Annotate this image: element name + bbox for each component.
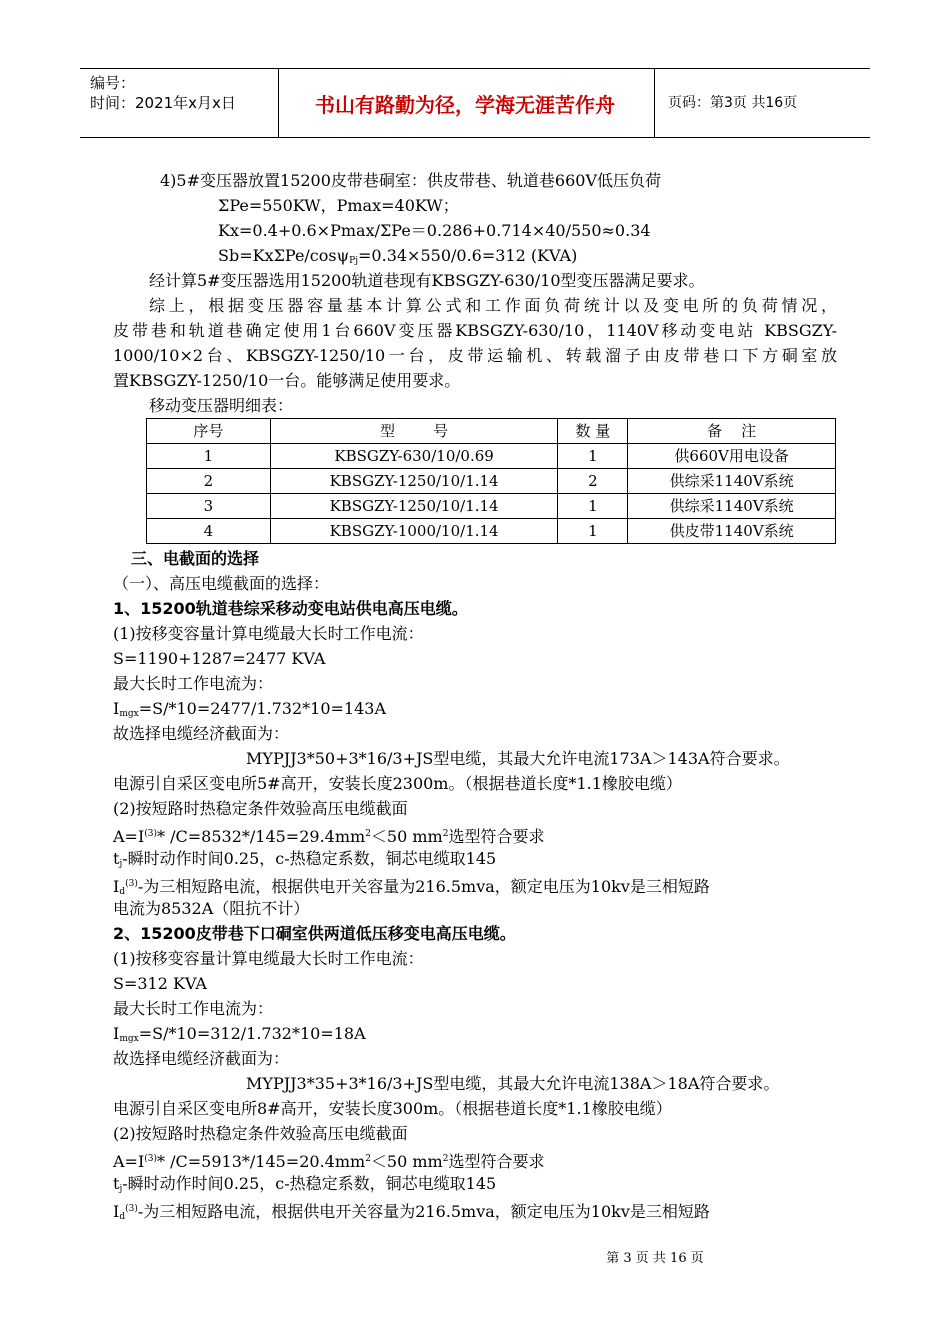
- cable1-title: 1、15200轨道巷综采移动变电站供电高压电缆。: [113, 599, 468, 618]
- formula-subscript: mgx: [119, 1034, 139, 1044]
- formula-part: A=I: [113, 1152, 145, 1171]
- t5-kx-formula: Kx=0.4+0.6×Pmax/ΣPe＝0.286+0.714×40/550≈0.34: [218, 221, 651, 240]
- t5-title: 4)5#变压器放置15200皮带巷硐室：供皮带巷、轨道巷660V低压负荷: [160, 171, 662, 190]
- formula-superscript: (3): [125, 879, 138, 889]
- cable2-step2: (2)按短路时热稳定条件效验高压电缆截面: [113, 1124, 408, 1143]
- formula-part: I: [113, 1202, 120, 1221]
- cell-model: KBSGZY-1250/10/1.14: [270, 494, 558, 519]
- cable1-s: S=1190+1287=2477 KVA: [113, 649, 326, 668]
- formula-part: A=I: [113, 827, 145, 846]
- cell-index: 1: [147, 444, 271, 469]
- summary-line: 综上，根据变压器容量基本计算公式和工作面负荷统计以及变电所的负荷情况，: [149, 296, 837, 315]
- cell-note: 供综采1140V系统: [628, 469, 836, 494]
- header-cell: 序号: [147, 419, 271, 444]
- cable1-step2: (2)按短路时热稳定条件效验高压电缆截面: [113, 799, 408, 818]
- header-cell: 数 量: [558, 419, 628, 444]
- formula-part: 选型符合要求: [448, 1152, 545, 1171]
- cable1-source: 电源引自采区变电所5#高开，安装长度2300m。（根据巷道长度*1.1橡胶电缆）: [113, 774, 682, 793]
- cable2-econ: 故选择电缆经济截面为：: [113, 1049, 290, 1068]
- doc-code-label: 编号：: [90, 74, 136, 92]
- formula-part: I: [113, 877, 120, 896]
- formula-superscript: (3): [144, 1154, 158, 1164]
- formula-subscript: d: [119, 887, 126, 897]
- formula-part: I: [113, 699, 120, 718]
- header-motto: 书山有路勤为径，学海无涯苦作舟: [315, 93, 615, 117]
- summary-line: 1000/10×2台、KBSGZY-1250/10一台，皮带运输机、转载溜子由皮带巷口下方硐室放: [113, 346, 837, 365]
- formula-part: I: [113, 1024, 120, 1043]
- formula-part: ＜50 mm: [370, 1152, 443, 1171]
- cable1-id-cont: 电流为8532A（阻抗不计）: [113, 899, 310, 918]
- sb-subscript: Pj: [349, 256, 359, 266]
- table-row: [147, 444, 836, 469]
- formula-subscript: j: [119, 859, 123, 869]
- cell-index: 2: [147, 469, 271, 494]
- cable2-source: 电源引自采区变电所8#高开，安装长度300m。（根据巷道长度*1.1橡胶电缆）: [113, 1099, 672, 1118]
- formula-subscript: mgx: [119, 709, 139, 719]
- table-row: [147, 519, 836, 544]
- table-row: [147, 494, 836, 519]
- cell-qty: 1: [558, 444, 628, 469]
- cable2-area-formula: [113, 1147, 544, 1174]
- header-divider: [654, 69, 655, 137]
- cell-model: KBSGZY-1000/10/1.14: [270, 519, 558, 544]
- formula-part: ＜50 mm: [370, 827, 443, 846]
- formula-part: -瞬时动作时间0.25，c-热稳定系数，铜芯电缆取145: [122, 1174, 497, 1193]
- formula-part: t: [113, 1174, 120, 1193]
- formula-part: =S/*10=312/1.732*10=18A: [138, 1024, 366, 1043]
- cable1-econ: 故选择电缆经济截面为：: [113, 724, 290, 743]
- formula-part: t: [113, 849, 120, 868]
- cell-index: 4: [147, 519, 271, 544]
- formula-part: =S/*10=2477/1.732*10=143A: [138, 699, 386, 718]
- header-cell: 备 注: [628, 419, 836, 444]
- summary-line: 置KBSGZY-1250/10一台。能够满足使用要求。: [113, 371, 461, 390]
- cable2-title: 2、15200皮带巷下口硐室供两道低压移变电高压电缆。: [113, 924, 516, 943]
- cable2-step1: (1)按移变容量计算电缆最大长时工作电流：: [113, 949, 424, 968]
- doc-date: 时间：2021年x月x日: [90, 94, 236, 112]
- subsection-title: （一）、高压电缆截面的选择：: [113, 574, 330, 593]
- formula-part: 选型符合要求: [448, 827, 545, 846]
- cell-model: KBSGZY-630/10/0.69: [270, 444, 558, 469]
- formula-part: -为三相短路电流，根据供电开关容量为216.5mva，额定电压为10kv是三相短路: [137, 1202, 710, 1221]
- cable2-model: MYPJJ3*35+3*16/3+JS型电缆，其最大允许电流138A＞18A符合要求。: [246, 1074, 780, 1093]
- cable2-id: [113, 1197, 710, 1229]
- cable1-area-formula: [113, 822, 544, 849]
- summary-line: 皮带巷和轨道巷确定使用1台660V变压器KBSGZY-630/10，1140V移动变电站 KBSGZY-: [113, 321, 837, 340]
- cable2-s: S=312 KVA: [113, 974, 207, 993]
- cell-note: 供综采1140V系统: [628, 494, 836, 519]
- table-header-row: [147, 419, 836, 444]
- formula-superscript: (3): [144, 829, 158, 839]
- table-caption: 移动变压器明细表：: [149, 396, 294, 415]
- formula-superscript: 2: [365, 1154, 371, 1164]
- cable2-max-label: 最大长时工作电流为：: [113, 999, 274, 1018]
- cell-note: 供660V用电设备: [628, 444, 836, 469]
- t5-conclusion: 经计算5#变压器选用15200轨道巷现有KBSGZY-630/10型变压器满足要求。: [149, 271, 705, 290]
- transformer-table: [146, 418, 836, 544]
- page-footer: [0, 1247, 950, 1266]
- header-meta: [90, 73, 236, 113]
- formula-subscript: d: [119, 1212, 126, 1222]
- formula-superscript: 2: [442, 1154, 449, 1164]
- formula-part: -瞬时动作时间0.25，c-热稳定系数，铜芯电缆取145: [122, 849, 497, 868]
- cell-model: KBSGZY-1250/10/1.14: [270, 469, 558, 494]
- table-row: [147, 469, 836, 494]
- t5-sum-pe: ΣPe=550KW，Pmax=40KW；: [218, 196, 459, 215]
- page-header: [80, 68, 870, 138]
- header-page-info: 页码：第3页 共16页: [668, 95, 798, 111]
- cable1-model: MYPJJ3*50+3*16/3+JS型电缆，其最大允许电流173A＞143A符合要求。: [246, 749, 790, 768]
- formula-part: * /C=8532*/145=29.4mm: [157, 827, 366, 846]
- cable1-max-label: 最大长时工作电流为：: [113, 674, 274, 693]
- formula-part: -为三相短路电流，根据供电开关容量为216.5mva，额定电压为10kv是三相短路: [137, 877, 710, 896]
- formula-part: * /C=5913*/145=20.4mm: [157, 1152, 366, 1171]
- cell-qty: 2: [558, 469, 628, 494]
- formula-subscript: j: [119, 1184, 123, 1194]
- cell-index: 3: [147, 494, 271, 519]
- sb-part: =0.34×550/0.6=312 (KVA): [358, 246, 578, 265]
- header-cell: 型 号: [270, 419, 558, 444]
- sb-part: Sb=KxΣPe/cosψ: [218, 246, 350, 265]
- cell-qty: 1: [558, 519, 628, 544]
- cell-qty: 1: [558, 494, 628, 519]
- formula-superscript: (3): [125, 1204, 138, 1214]
- formula-superscript: 2: [442, 829, 449, 839]
- cable1-step1: (1)按移变容量计算电缆最大长时工作电流：: [113, 624, 424, 643]
- cell-note: 供皮带1140V系统: [628, 519, 836, 544]
- footer-page-number: 第 3 页 共 16 页: [606, 1251, 704, 1266]
- formula-superscript: 2: [365, 829, 371, 839]
- section-title: 三、电截面的选择: [131, 549, 260, 568]
